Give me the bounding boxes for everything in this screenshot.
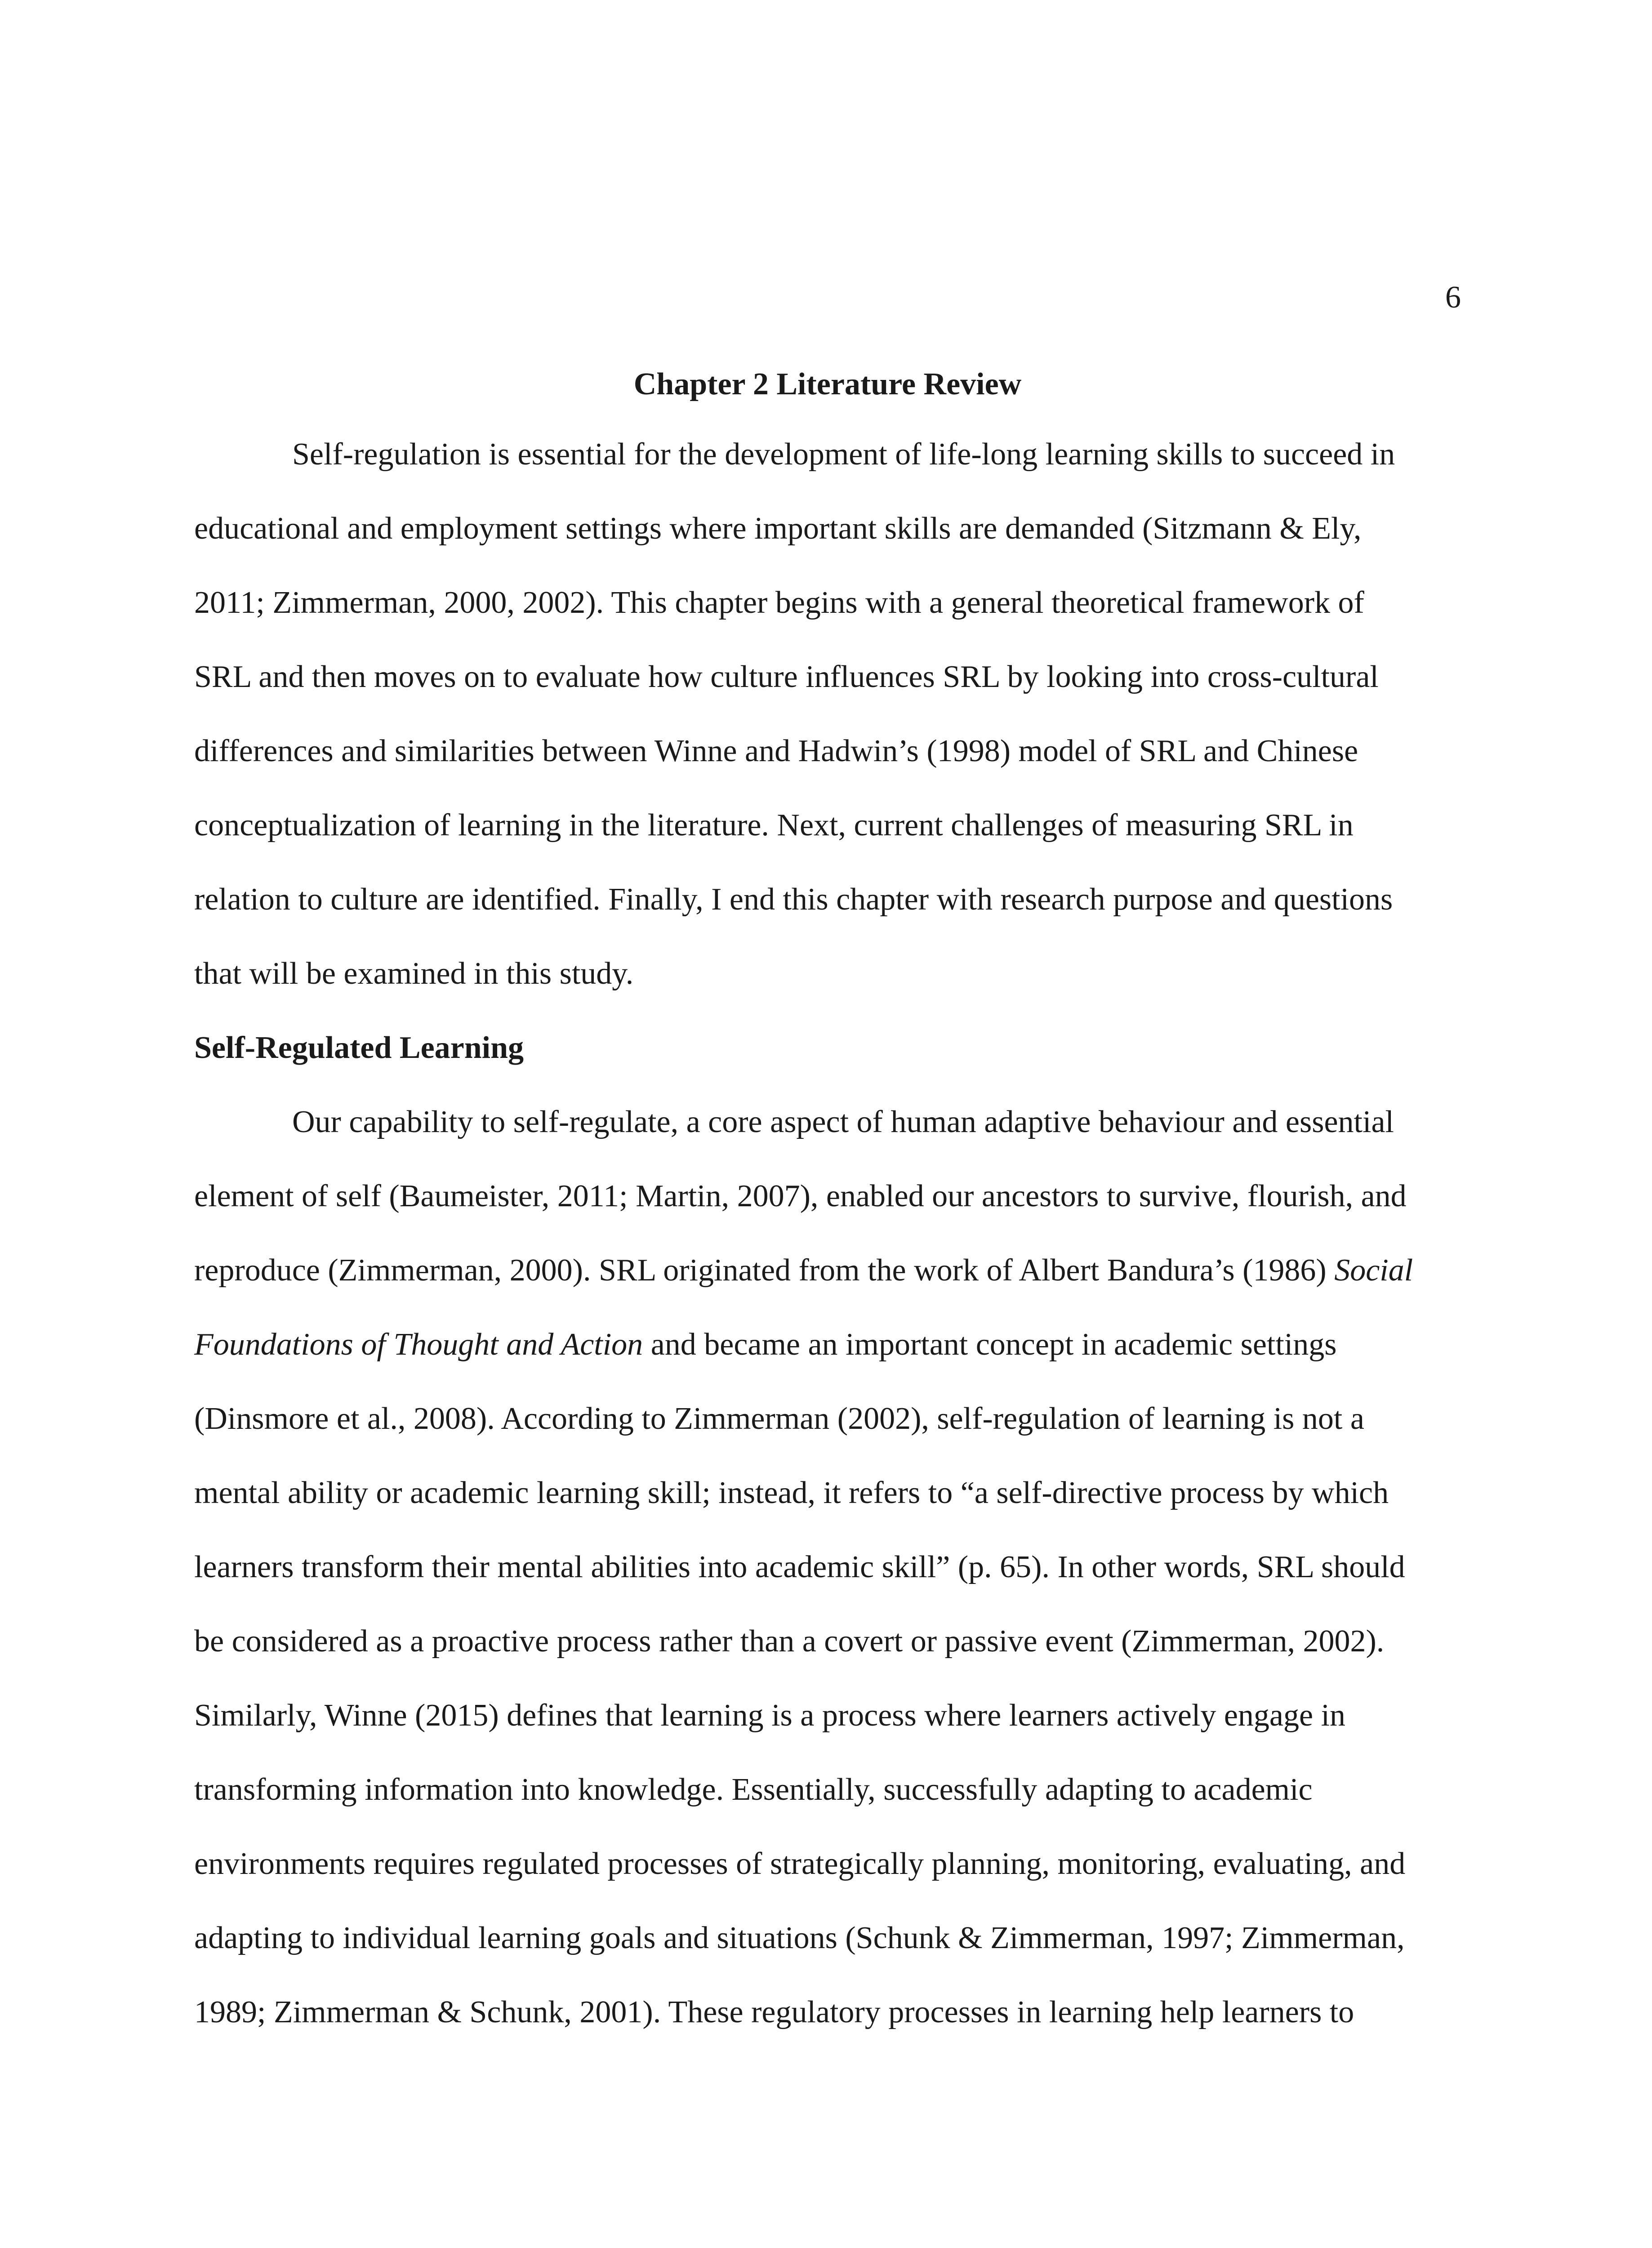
- paragraph-line: be considered as a proactive process rather than a covert or passive event (Zimmerman, 2002).: [194, 1624, 1385, 1659]
- paragraph-line: transforming information into knowledge. Essentially, successfully adapting to academic: [194, 1772, 1313, 1807]
- paragraph-line: learners transform their mental abilities into academic skill” (p. 65). In other words, SRL should: [194, 1550, 1405, 1584]
- chapter-title: Chapter 2 Literature Review: [633, 367, 1022, 401]
- paragraph-line: Our capability to self-regulate, a core aspect of human adaptive behaviour and essential: [292, 1105, 1394, 1139]
- page-content: [194, 362, 1461, 2064]
- paragraph-line: 2011; Zimmerman, 2000, 2002). This chapter begins with a general theoretical framework of: [194, 585, 1364, 620]
- paragraph-line: educational and employment settings where important skills are demanded (Sitzmann & Ely,: [194, 511, 1362, 546]
- paragraph-line: (Dinsmore et al., 2008). According to Zimmerman (2002), self-regulation of learning is not a: [194, 1401, 1364, 1436]
- paragraph-line: differences and similarities between Winne and Hadwin’s (1998) model of SRL and Chinese: [194, 734, 1358, 768]
- paragraph-line: [194, 1248, 1461, 1322]
- paragraph-text-run: and became an important concept in academic settings: [643, 1327, 1337, 1362]
- paragraph-intro: [194, 432, 1461, 1026]
- paragraph-line: that will be examined in this study.: [194, 956, 634, 991]
- paragraph-line: Self-regulation is essential for the development of life-long learning skills to succeed in: [292, 437, 1395, 472]
- paragraph-line: adapting to individual learning goals and situations (Schunk & Zimmerman, 1997; Zimmerman,: [194, 1921, 1405, 1955]
- paragraph-srl: [194, 1100, 1461, 2064]
- paragraph-line: 1989; Zimmerman & Schunk, 2001). These regulatory processes in learning help learners to: [194, 1995, 1354, 2029]
- paragraph-line: mental ability or academic learning skill; instead, it refers to “a self-directive process by which: [194, 1476, 1389, 1510]
- paragraph-line: element of self (Baumeister, 2011; Martin, 2007), enabled our ancestors to survive, flourish, and: [194, 1179, 1407, 1213]
- section-heading: Self-Regulated Learning: [194, 1030, 524, 1065]
- paragraph-line: conceptualization of learning in the literature. Next, current challenges of measuring SRL in: [194, 808, 1354, 843]
- paragraph-line: Similarly, Winne (2015) defines that learning is a process where learners actively engage in: [194, 1698, 1346, 1733]
- paragraph-text-run: reproduce (Zimmerman, 2000). SRL originated from the work of Albert Bandura’s (1986): [194, 1253, 1335, 1288]
- book-title-italic: Foundations of Thought and Action: [194, 1327, 643, 1362]
- paragraph-line: relation to culture are identified. Finally, I end this chapter with research purpose and questions: [194, 882, 1393, 917]
- paragraph-line: SRL and then moves on to evaluate how culture influences SRL by looking into cross-cultural: [194, 660, 1379, 694]
- book-title-italic: Social: [1334, 1253, 1413, 1288]
- paragraph-line: [194, 1322, 1461, 1396]
- page-number: 6: [1445, 280, 1461, 315]
- paragraph-line: environments requires regulated processes of strategically planning, monitoring, evaluating, and: [194, 1847, 1406, 1881]
